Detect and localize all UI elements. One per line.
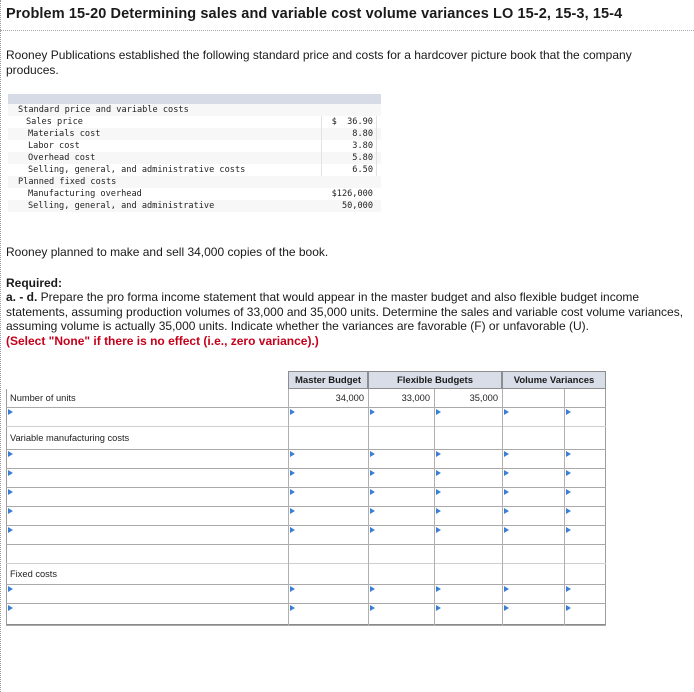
standards-row-value: 5.80 <box>352 153 373 163</box>
variance-input-arrow-icon[interactable] <box>504 489 509 495</box>
standards-row-label: Planned fixed costs <box>18 177 117 187</box>
fu-input-arrow-icon[interactable] <box>566 605 571 611</box>
standards-row-label: Selling, general, and administrative costs <box>28 165 246 175</box>
table-row-section <box>6 427 606 450</box>
table-row <box>6 604 606 626</box>
flex2-input-arrow-icon[interactable] <box>436 586 441 592</box>
master-input-arrow-icon[interactable] <box>290 489 295 495</box>
fu-input-arrow-icon[interactable] <box>566 586 571 592</box>
units-flex-1: 33,000 <box>401 393 430 403</box>
fu-input-arrow-icon[interactable] <box>566 470 571 476</box>
standards-row <box>8 200 381 212</box>
label-input-arrow-icon[interactable] <box>8 586 13 592</box>
units-master: 34,000 <box>335 393 364 403</box>
standards-row <box>8 152 381 164</box>
fu-input-arrow-icon[interactable] <box>566 508 571 514</box>
master-input-arrow-icon[interactable] <box>290 527 295 533</box>
flex1-input-arrow-icon[interactable] <box>370 409 375 415</box>
title-divider <box>0 30 694 31</box>
flex1-input-arrow-icon[interactable] <box>370 451 375 457</box>
master-input-arrow-icon[interactable] <box>290 451 295 457</box>
required-parts: a. - d. <box>6 290 38 304</box>
budget-table <box>6 371 606 626</box>
flex2-input-arrow-icon[interactable] <box>436 527 441 533</box>
label-input-arrow-icon[interactable] <box>8 451 13 457</box>
table-row <box>6 469 606 488</box>
label-input-arrow-icon[interactable] <box>8 527 13 533</box>
flex1-input-arrow-icon[interactable] <box>370 605 375 611</box>
label-input-arrow-icon[interactable] <box>8 508 13 514</box>
flex2-input-arrow-icon[interactable] <box>436 489 441 495</box>
table-row <box>6 585 606 604</box>
label-input-arrow-icon[interactable] <box>8 470 13 476</box>
standards-row-label: Selling, general, and administrative <box>28 201 215 211</box>
standards-row-label: Labor cost <box>28 141 80 151</box>
table-row-units <box>6 389 606 408</box>
section-fixed-label: Fixed costs <box>10 569 58 579</box>
problem-title: Problem 15-20 Determining sales and variable cost volume variances LO 15-2, 15-3, 15-4 <box>6 6 623 22</box>
left-margin-rule <box>0 0 1 692</box>
standards-row-value: 50,000 <box>341 201 373 211</box>
standards-table <box>8 94 381 212</box>
standards-row <box>8 164 381 176</box>
standards-row-value: $126,000 <box>331 189 373 199</box>
master-input-arrow-icon[interactable] <box>290 605 295 611</box>
flex2-input-arrow-icon[interactable] <box>436 470 441 476</box>
flex1-input-arrow-icon[interactable] <box>370 586 375 592</box>
flex2-input-arrow-icon[interactable] <box>436 451 441 457</box>
units-label: Number of units <box>10 393 76 403</box>
master-input-arrow-icon[interactable] <box>290 409 295 415</box>
standards-row-value: 3.80 <box>352 141 373 151</box>
label-input-arrow-icon[interactable] <box>8 605 13 611</box>
table-row <box>6 507 606 526</box>
required-note: (Select "None" if there is no effect (i.e., zero variance).) <box>6 334 319 348</box>
flex2-input-arrow-icon[interactable] <box>436 409 441 415</box>
flex1-input-arrow-icon[interactable] <box>370 470 375 476</box>
planned-volume-text: Rooney planned to make and sell 34,000 copies of the book. <box>6 245 329 259</box>
fu-input-arrow-icon[interactable] <box>566 409 571 415</box>
flex1-input-arrow-icon[interactable] <box>370 489 375 495</box>
master-input-arrow-icon[interactable] <box>290 508 295 514</box>
variance-input-arrow-icon[interactable] <box>504 605 509 611</box>
units-flex-2: 35,000 <box>469 393 498 403</box>
table-row <box>6 488 606 507</box>
standards-row-label: Standard price and variable costs <box>18 105 189 115</box>
standards-row <box>8 188 381 200</box>
variance-input-arrow-icon[interactable] <box>504 409 509 415</box>
standards-row <box>8 128 381 140</box>
variance-input-arrow-icon[interactable] <box>504 451 509 457</box>
label-input-arrow-icon[interactable] <box>8 409 13 415</box>
standards-row-label: Overhead cost <box>28 153 96 163</box>
standards-row <box>8 104 381 116</box>
table-row <box>6 450 606 469</box>
fu-input-arrow-icon[interactable] <box>566 527 571 533</box>
header-master-budget: Master Budget <box>288 371 368 389</box>
master-input-arrow-icon[interactable] <box>290 470 295 476</box>
standards-row-value: $ 36.90 <box>331 117 373 127</box>
table-row-section <box>6 564 606 585</box>
intro-text: Rooney Publications established the following standard price and costs for a hardcover picture book that the company produces. <box>6 48 632 77</box>
required-body: Prepare the pro forma income statement that would appear in the master budget and also flexible budget income statements, assuming production volumes of 33,000 and 35,000 units. Determine the sales and variable cost volume variances, assuming volume is actually 35,000 units. Indicate whether the variances are favorable (F) or unfavorable (U). <box>6 290 684 333</box>
section-variable-label: Variable manufacturing costs <box>10 433 130 443</box>
standards-row <box>8 116 381 128</box>
table-row <box>6 545 606 564</box>
standards-row <box>8 176 381 188</box>
standards-row-label: Materials cost <box>28 129 101 139</box>
flex2-input-arrow-icon[interactable] <box>436 605 441 611</box>
required-instructions <box>6 290 690 334</box>
standards-row-value: 8.80 <box>352 129 373 139</box>
table-row <box>6 408 606 427</box>
standards-row-label: Manufacturing overhead <box>28 189 142 199</box>
variance-input-arrow-icon[interactable] <box>504 470 509 476</box>
required-heading: Required: <box>6 276 63 290</box>
standards-row <box>8 140 381 152</box>
variance-input-arrow-icon[interactable] <box>504 527 509 533</box>
variance-input-arrow-icon[interactable] <box>504 508 509 514</box>
label-input-arrow-icon[interactable] <box>8 489 13 495</box>
master-input-arrow-icon[interactable] <box>290 586 295 592</box>
flex2-input-arrow-icon[interactable] <box>436 508 441 514</box>
standards-row-label: Sales price <box>26 117 83 127</box>
fu-input-arrow-icon[interactable] <box>566 451 571 457</box>
header-flexible-budgets: Flexible Budgets <box>368 371 502 389</box>
flex1-input-arrow-icon[interactable] <box>370 508 375 514</box>
variance-input-arrow-icon[interactable] <box>504 586 509 592</box>
standards-header-bar <box>8 94 381 104</box>
flex1-input-arrow-icon[interactable] <box>370 527 375 533</box>
fu-input-arrow-icon[interactable] <box>566 489 571 495</box>
standards-row-value: 6.50 <box>352 165 373 175</box>
header-volume-variances: Volume Variances <box>502 371 606 389</box>
table-row <box>6 526 606 545</box>
